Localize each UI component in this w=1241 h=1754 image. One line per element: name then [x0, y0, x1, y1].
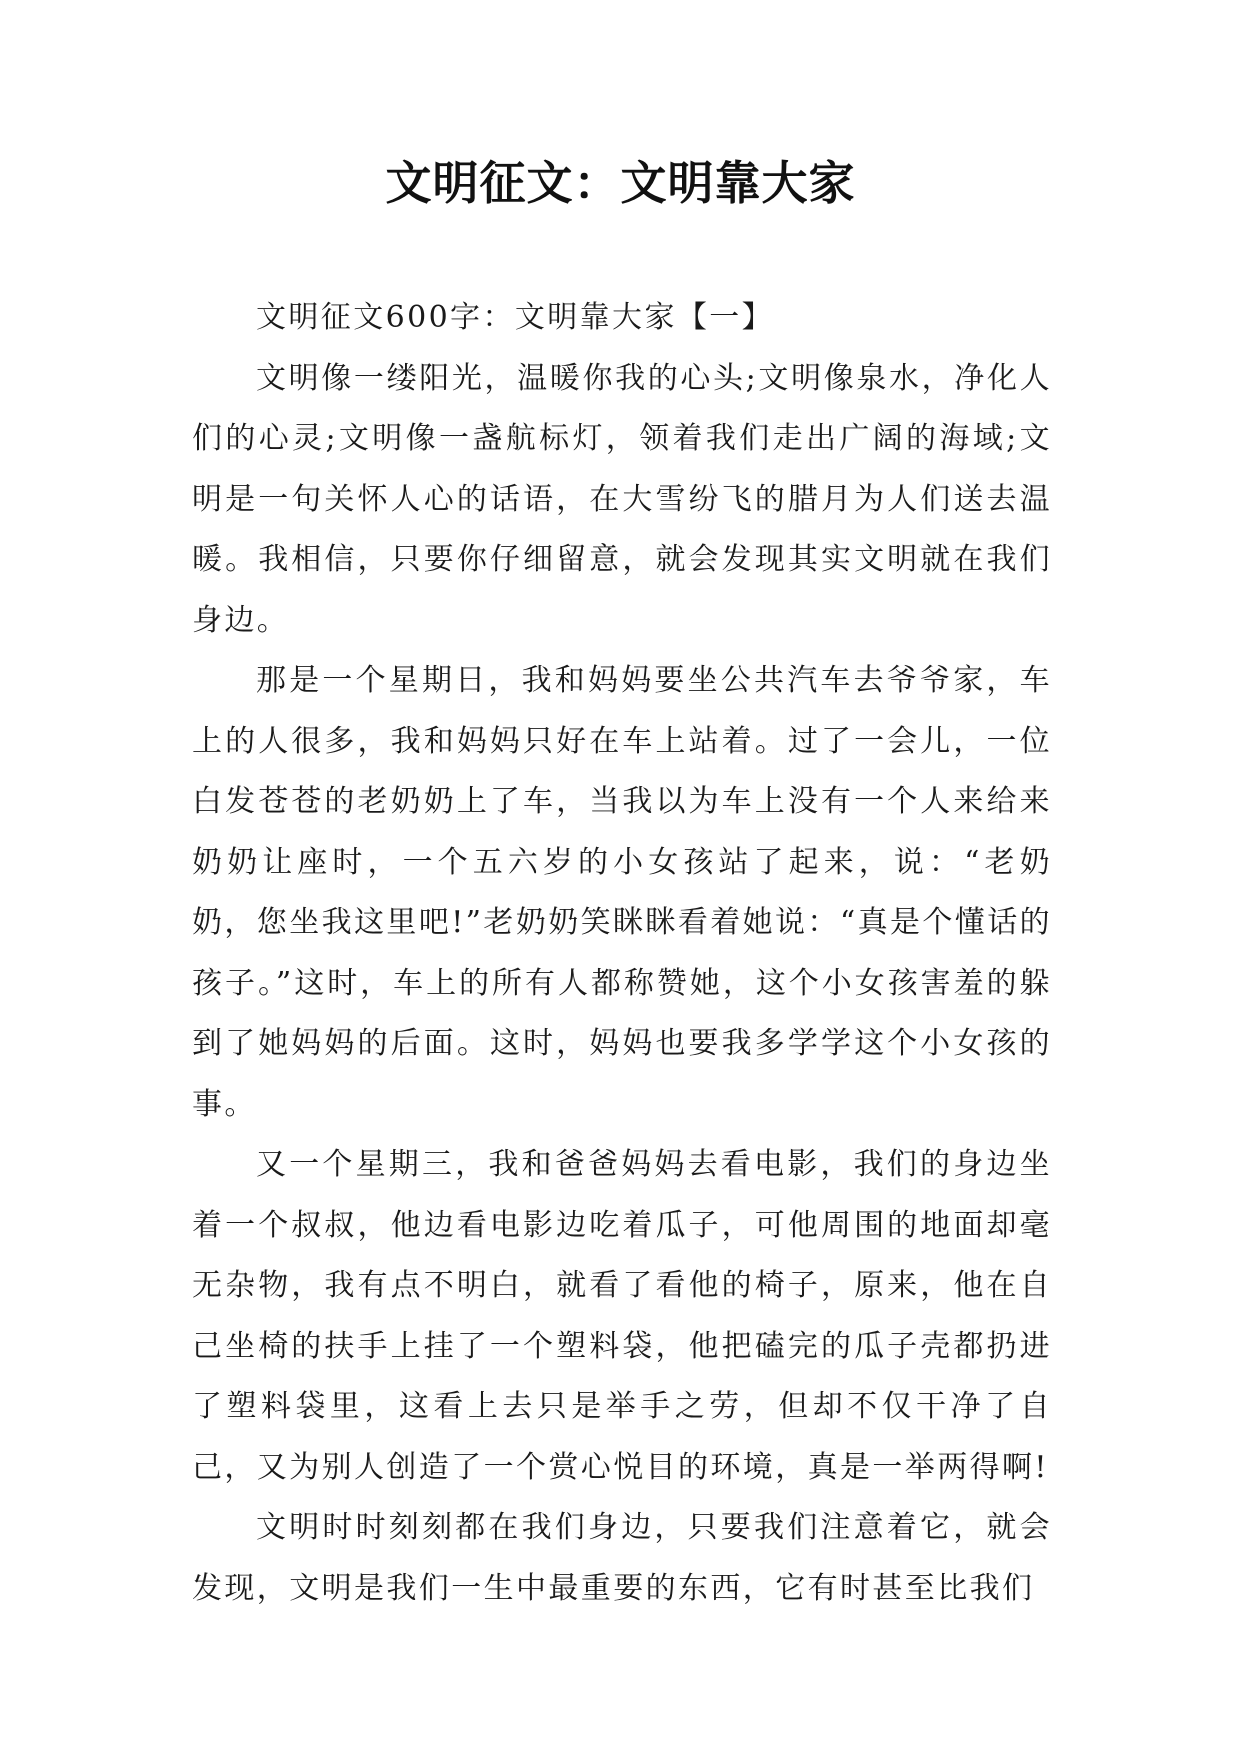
- paragraph-bus-story: 那是一个星期日，我和妈妈要坐公共汽车去爷爷家，车上的人很多，我和妈妈只好在车上站着。过了一会儿，一位白发苍苍的老奶奶上了车，当我以为车上没有一个人来给来奶奶让座时，一个五六岁的小女孩站了起来，说：“老奶奶，您坐我这里吧!”老奶奶笑眯眯看着她说：“真是个懂话的孩子。”这时，车上的所有人都称赞她，这个小女孩害羞的躲到了她妈妈的后面。这时，妈妈也要我多学学这个小女孩的事。: [192, 663, 1052, 1122]
- paragraph-intro: 文明像一缕阳光，温暖你我的心头;文明像泉水，净化人们的心灵;文明像一盏航标灯，领着我们走出广阔的海域;文明是一句关怀人心的话语，在大雪纷飞的腊月为人们送去温暖。我相信，只要你仔细留意，就会发现其实文明就在我们身边。: [192, 360, 1052, 638]
- paragraph-conclusion: 文明时时刻刻都在我们身边，只要我们注意着它，就会发现，文明是我们一生中最重要的东西，它有时甚至比我们: [192, 1510, 1052, 1606]
- section-heading: 文明征文600字：文明靠大家【一】: [256, 300, 775, 335]
- document-title: 文明征文：文明靠大家: [385, 156, 856, 210]
- paragraph-cinema-story: 又一个星期三，我和爸爸妈妈去看电影，我们的身边坐着一个叔叔，他边看电影边吃着瓜子，可他周围的地面却毫无杂物，我有点不明白，就看了看他的椅子，原来，他在自己坐椅的扶手上挂了一个塑料袋，他把磕完的瓜子壳都扔进了塑料袋里，这看上去只是举手之劳，但却不仅干净了自己，又为别人创造了一个赏心悦目的环境，真是一举两得啊!: [192, 1147, 1052, 1485]
- document-body: [192, 288, 1052, 1619]
